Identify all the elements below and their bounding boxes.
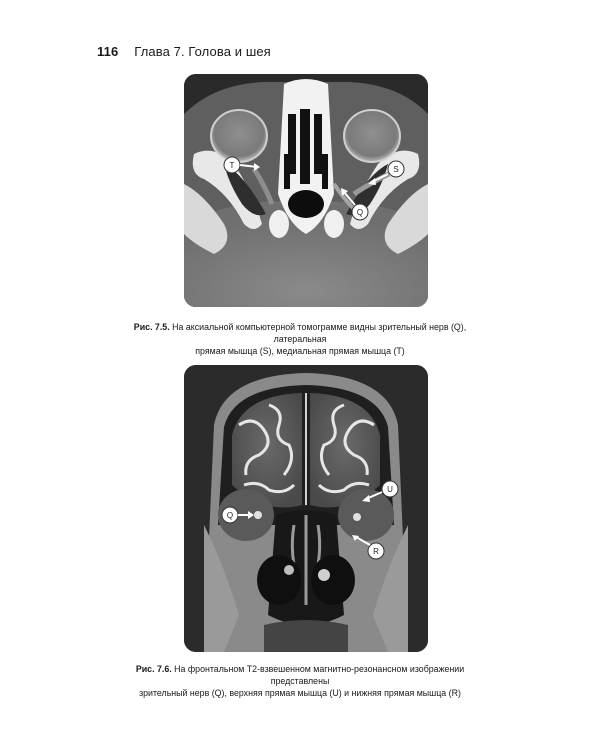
figure-7-6-caption-line2: зрительный нерв (Q), верхняя прямая мышца (U) и нижняя прямая мышца (R) — [139, 688, 461, 699]
label-u: U — [387, 485, 393, 494]
mri-scan-illustration — [184, 365, 428, 652]
label-s: S — [393, 165, 399, 174]
chapter-title: Глава 7. Голова и шея — [134, 44, 271, 59]
ct-axial-image — [184, 74, 428, 307]
figure-7-5-caption-line1: На аксиальной компьютерной томограмме видны зрительный нерв (Q), латеральная — [172, 322, 467, 345]
figure-7-6-caption — [116, 664, 484, 700]
label-r: R — [373, 547, 379, 556]
label-q: Q — [356, 208, 364, 217]
label-t: T — [229, 161, 235, 170]
figure-7-5-caption — [116, 322, 484, 358]
running-header — [97, 44, 271, 59]
mri-coronal-image — [184, 365, 428, 652]
ct-scan-illustration — [184, 74, 428, 307]
figure-7-5-caption-line2: прямая мышца (S), медиальная прямая мышца (T) — [195, 346, 405, 357]
page-number: 116 — [97, 44, 119, 59]
figure-7-6-number: Рис. 7.6. — [135, 664, 172, 675]
label-q: Q — [226, 511, 234, 520]
figure-7-6-caption-line1: На фронтальном Т2-взвешенном магнитно-резонансном изображении представлены — [174, 664, 465, 687]
figure-7-5-number: Рис. 7.5. — [133, 322, 170, 333]
